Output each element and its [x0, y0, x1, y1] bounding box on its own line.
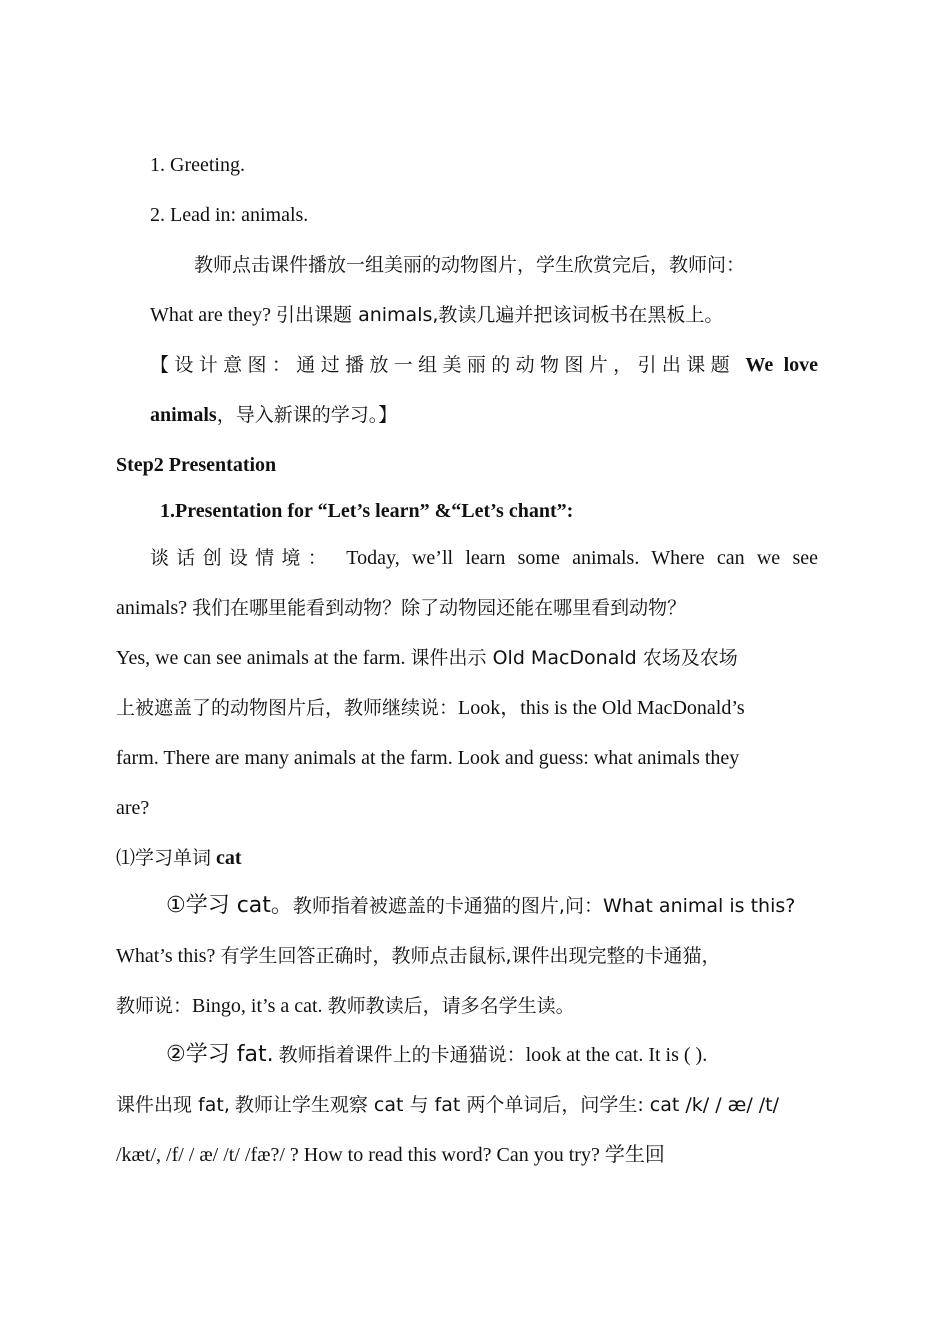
text-look-cat: look at the cat. It is ( ). [525, 1044, 708, 1066]
text-what-are-they: What are they? [150, 304, 272, 326]
text-bingo: Bingo, it’s a cat. [192, 995, 323, 1017]
text-covered-animals: 上被遮盖了的动物图片后，教师继续说： [116, 697, 459, 719]
text-phonics: /kæt/, /f/ / æ/ /t/ /fæ?/ ? How to read this word? Can you try? 学生回 [116, 1144, 665, 1166]
paragraph-line [116, 646, 738, 670]
text-macdonald: 课件出示 Old MacDonald 农场及农场 [410, 647, 738, 669]
text-answer-correct: 有学生回答正确时，教师点击鼠标,课件出现完整的卡通猫， [220, 945, 721, 967]
design-intent-line [150, 353, 818, 377]
text-whats-this: What’s this? [116, 945, 216, 967]
text-cat-bold: cat [216, 847, 242, 869]
paragraph-line [150, 546, 818, 570]
text-observe-words: 教师让学生观察 cat 与 fat 两个单词后，问学生: cat /k/ / æ/ /t/ [234, 1094, 780, 1116]
paragraph-line [166, 894, 795, 918]
paragraph-line [116, 696, 745, 720]
text-new-lesson: ，导入新课的学习。】 [216, 404, 398, 426]
heading-step2: Step2 Presentation [116, 454, 277, 476]
item-greeting [150, 153, 245, 177]
text-step-cat: ①学习 cat。 [166, 893, 293, 918]
paragraph-line [116, 994, 575, 1018]
text-where-see: 我们在哪里能看到动物？除了动物园还能在哪里看到动物？ [192, 597, 687, 619]
paragraph-line [116, 1093, 779, 1117]
paragraph-line [116, 796, 149, 820]
paragraph-line [194, 253, 745, 277]
section-heading [116, 453, 276, 477]
subsection-heading [160, 499, 573, 523]
text-animals-q: animals? [116, 597, 188, 619]
text-teacher-clicks: 教师点击课件播放一组美丽的动物图片，学生欣赏完后，教师问： [194, 254, 746, 276]
text-fat-appears: 课件出现 fat, [116, 1094, 230, 1116]
text-many-animals: farm. There are many animals at the farm. Look and guess: what animals they [116, 747, 740, 769]
text-we-love: We love [745, 354, 819, 376]
text-teacher-points-cat: 教师指着课件上的卡通猫说： [278, 1044, 526, 1066]
text-farm: Yes, we can see animals at the farm. [116, 647, 406, 669]
item-learn-cat [116, 846, 242, 870]
text-design-intent: 【设计意图：通过播放一组美丽的动物图片，引出课题 [150, 354, 736, 376]
paragraph-line [116, 746, 739, 770]
paragraph-line [150, 303, 723, 327]
paragraph-line [166, 1043, 707, 1067]
text-read-after: 教师教读后，请多名学生读。 [327, 995, 575, 1017]
text-greeting: 1. Greeting. [150, 154, 245, 176]
paragraph-line [116, 1143, 665, 1167]
text-animals-bold: animals [150, 404, 217, 426]
text-lead-in: 2. Lead in: animals. [150, 204, 309, 226]
paragraph-line [116, 596, 686, 620]
text-teacher-says: 教师说： [116, 995, 193, 1017]
text-teacher-points: 教师指着被遮盖的卡通猫的图片,问：What animal is this? [292, 895, 796, 917]
text-context: 谈话创设情境： [150, 547, 334, 569]
item-lead-in [150, 203, 308, 227]
text-today: Today, we’ll learn some animals. Where can we see [346, 547, 818, 569]
heading-presentation: 1.Presentation for “Let’s learn” &“Let’s chant”: [160, 500, 574, 522]
text-step-fat: ②学习 fat. [166, 1042, 274, 1067]
design-intent-line [150, 403, 397, 427]
text-topic-intro: 引出课题 animals,教读几遍并把该词板书在黑板上。 [276, 304, 724, 326]
text-are: are? [116, 797, 150, 819]
text-learn-word: ⑴学习单词 [116, 847, 212, 869]
text-look-farm: Look，this is the Old MacDonald’s [458, 697, 745, 719]
paragraph-line [116, 944, 720, 968]
